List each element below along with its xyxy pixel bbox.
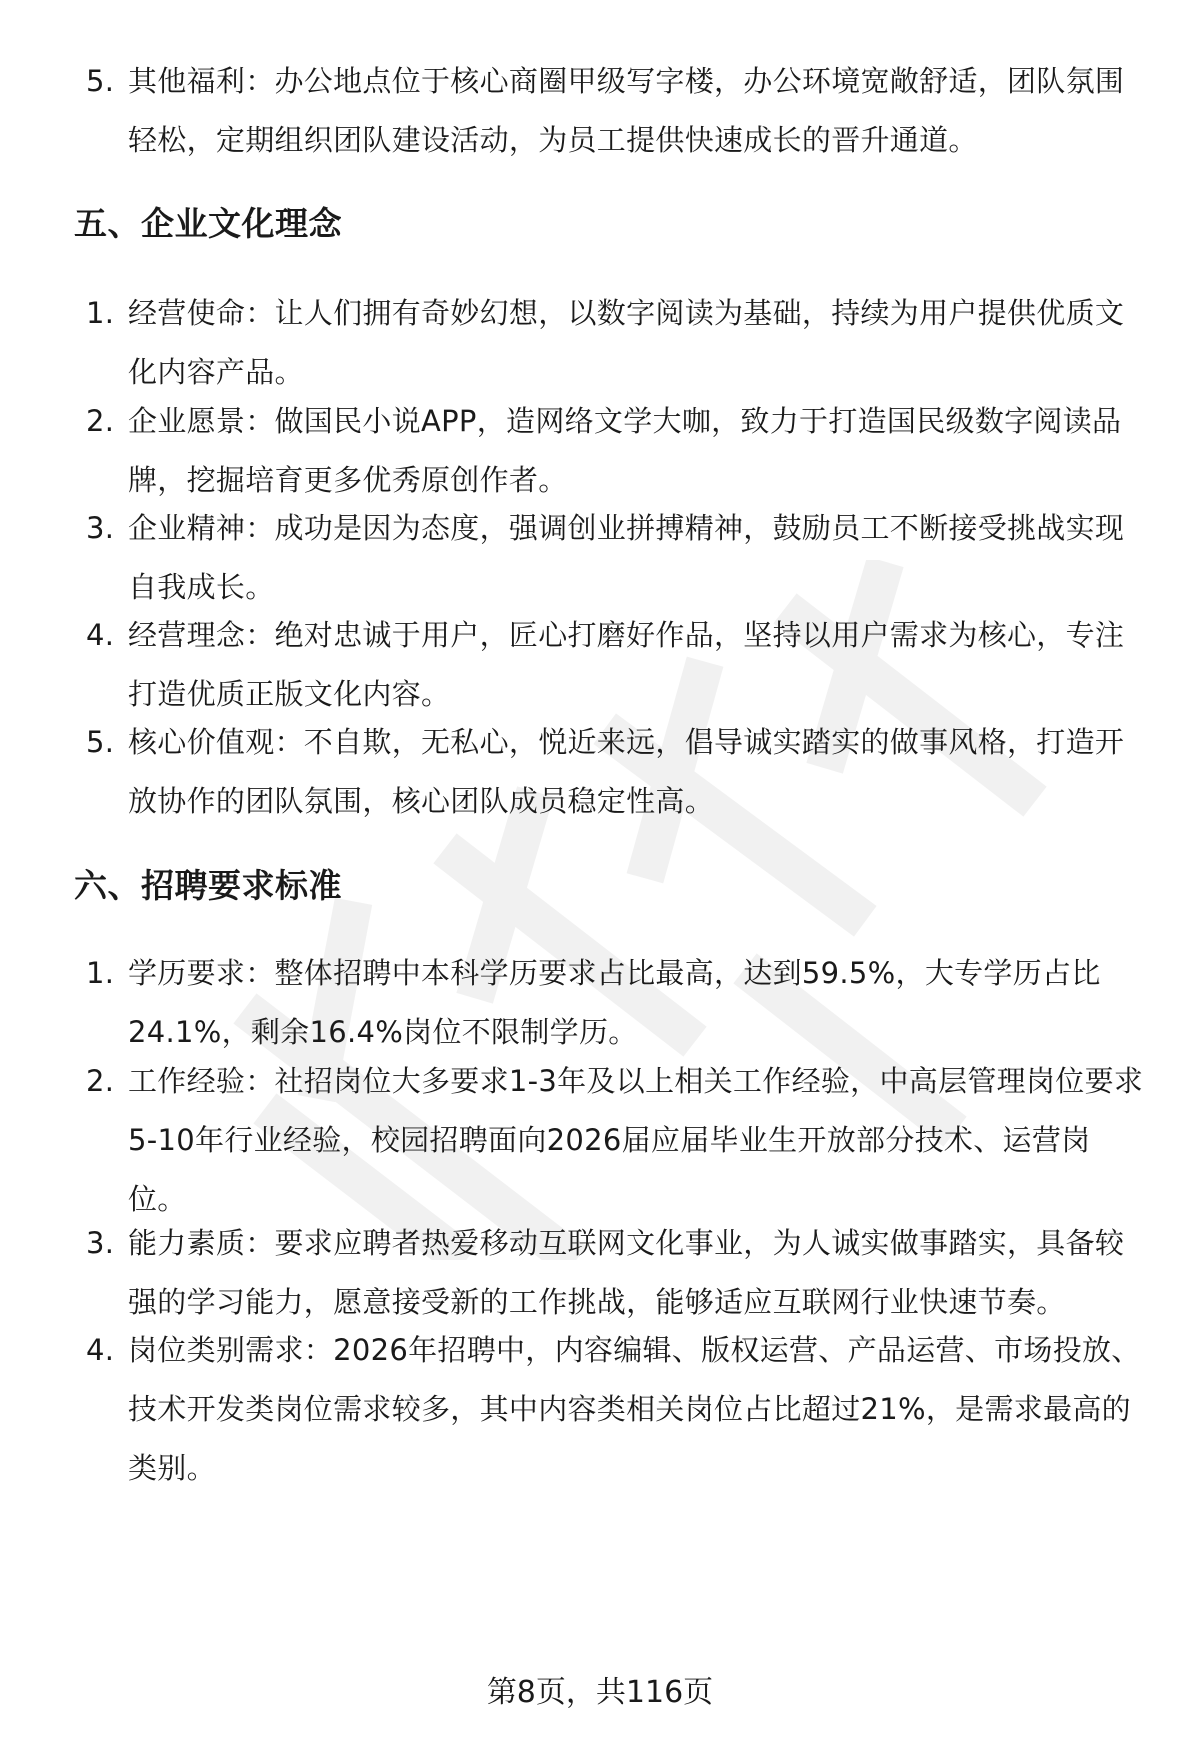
list-item bbox=[86, 284, 1146, 402]
page-number: 第8页，共116页 bbox=[486, 1675, 714, 1710]
list-item bbox=[86, 1052, 1146, 1229]
list-item bbox=[86, 392, 1146, 510]
list-item bbox=[86, 944, 1146, 1062]
section-heading-requirements: 六、招聘要求标准 bbox=[74, 866, 342, 905]
list-item-number: 1. bbox=[86, 296, 115, 330]
list-item bbox=[86, 499, 1146, 617]
list-item-number: 2. bbox=[86, 1064, 115, 1098]
list-item bbox=[86, 52, 1146, 170]
list-item-number: 1. bbox=[86, 956, 115, 990]
list-item bbox=[86, 606, 1146, 724]
list-item-number: 4. bbox=[86, 618, 115, 652]
list-item-text: 学历要求：整体招聘中本科学历要求占比最高，达到59.5%，大专学历占比24.1%，剩余16.4%岗位不限制学历。 bbox=[128, 956, 1101, 1049]
list-item-number: 5. bbox=[86, 725, 115, 759]
list-item-text: 经营使命：让人们拥有奇妙幻想，以数字阅读为基础，持续为用户提供优质文化内容产品。 bbox=[128, 296, 1125, 389]
list-item-text: 企业愿景：做国民小说APP，造网络文学大咖，致力于打造国民级数字阅读品牌，挖掘培育更多优秀原创作者。 bbox=[128, 404, 1122, 497]
list-item-text: 核心价值观：不自欺，无私心，悦近来远，倡导诚实踏实的做事风格，打造开放协作的团队氛围，核心团队成员稳定性高。 bbox=[128, 725, 1125, 818]
list-item-text: 其他福利：办公地点位于核心商圈甲级写字楼，办公环境宽敞舒适，团队氛围轻松，定期组织团队建设活动，为员工提供快速成长的晋升通道。 bbox=[128, 64, 1125, 157]
list-item-number: 3. bbox=[86, 511, 115, 545]
list-item bbox=[86, 713, 1146, 831]
list-item-text: 经营理念：绝对忠诚于用户，匠心打磨好作品，坚持以用户需求为核心，专注打造优质正版文化内容。 bbox=[128, 618, 1125, 711]
list-item bbox=[86, 1214, 1146, 1332]
list-item-text: 能力素质：要求应聘者热爱移动互联网文化事业，为人诚实做事踏实，具备较强的学习能力，愿意接受新的工作挑战，能够适应互联网行业快速节奏。 bbox=[128, 1226, 1125, 1319]
list-item-number: 3. bbox=[86, 1226, 115, 1260]
list-item-number: 5. bbox=[86, 64, 115, 98]
list-item-text: 企业精神：成功是因为态度，强调创业拼搏精神，鼓励员工不断接受挑战实现自我成长。 bbox=[128, 511, 1125, 604]
list-item-number: 4. bbox=[86, 1333, 115, 1367]
list-item-number: 2. bbox=[86, 404, 115, 438]
section-heading-culture: 五、企业文化理念 bbox=[74, 204, 342, 243]
list-item-text: 工作经验：社招岗位大多要求1-3年及以上相关工作经验，中高层管理岗位要求5-10年行业经验，校园招聘面向2026届应届毕业生开放部分技术、运营岗位。 bbox=[128, 1064, 1144, 1216]
list-item bbox=[86, 1321, 1146, 1498]
list-item-text: 岗位类别需求：2026年招聘中，内容编辑、版权运营、产品运营、市场投放、技术开发类岗位需求较多，其中内容类相关岗位占比超过21%，是需求最高的类别。 bbox=[128, 1333, 1141, 1485]
